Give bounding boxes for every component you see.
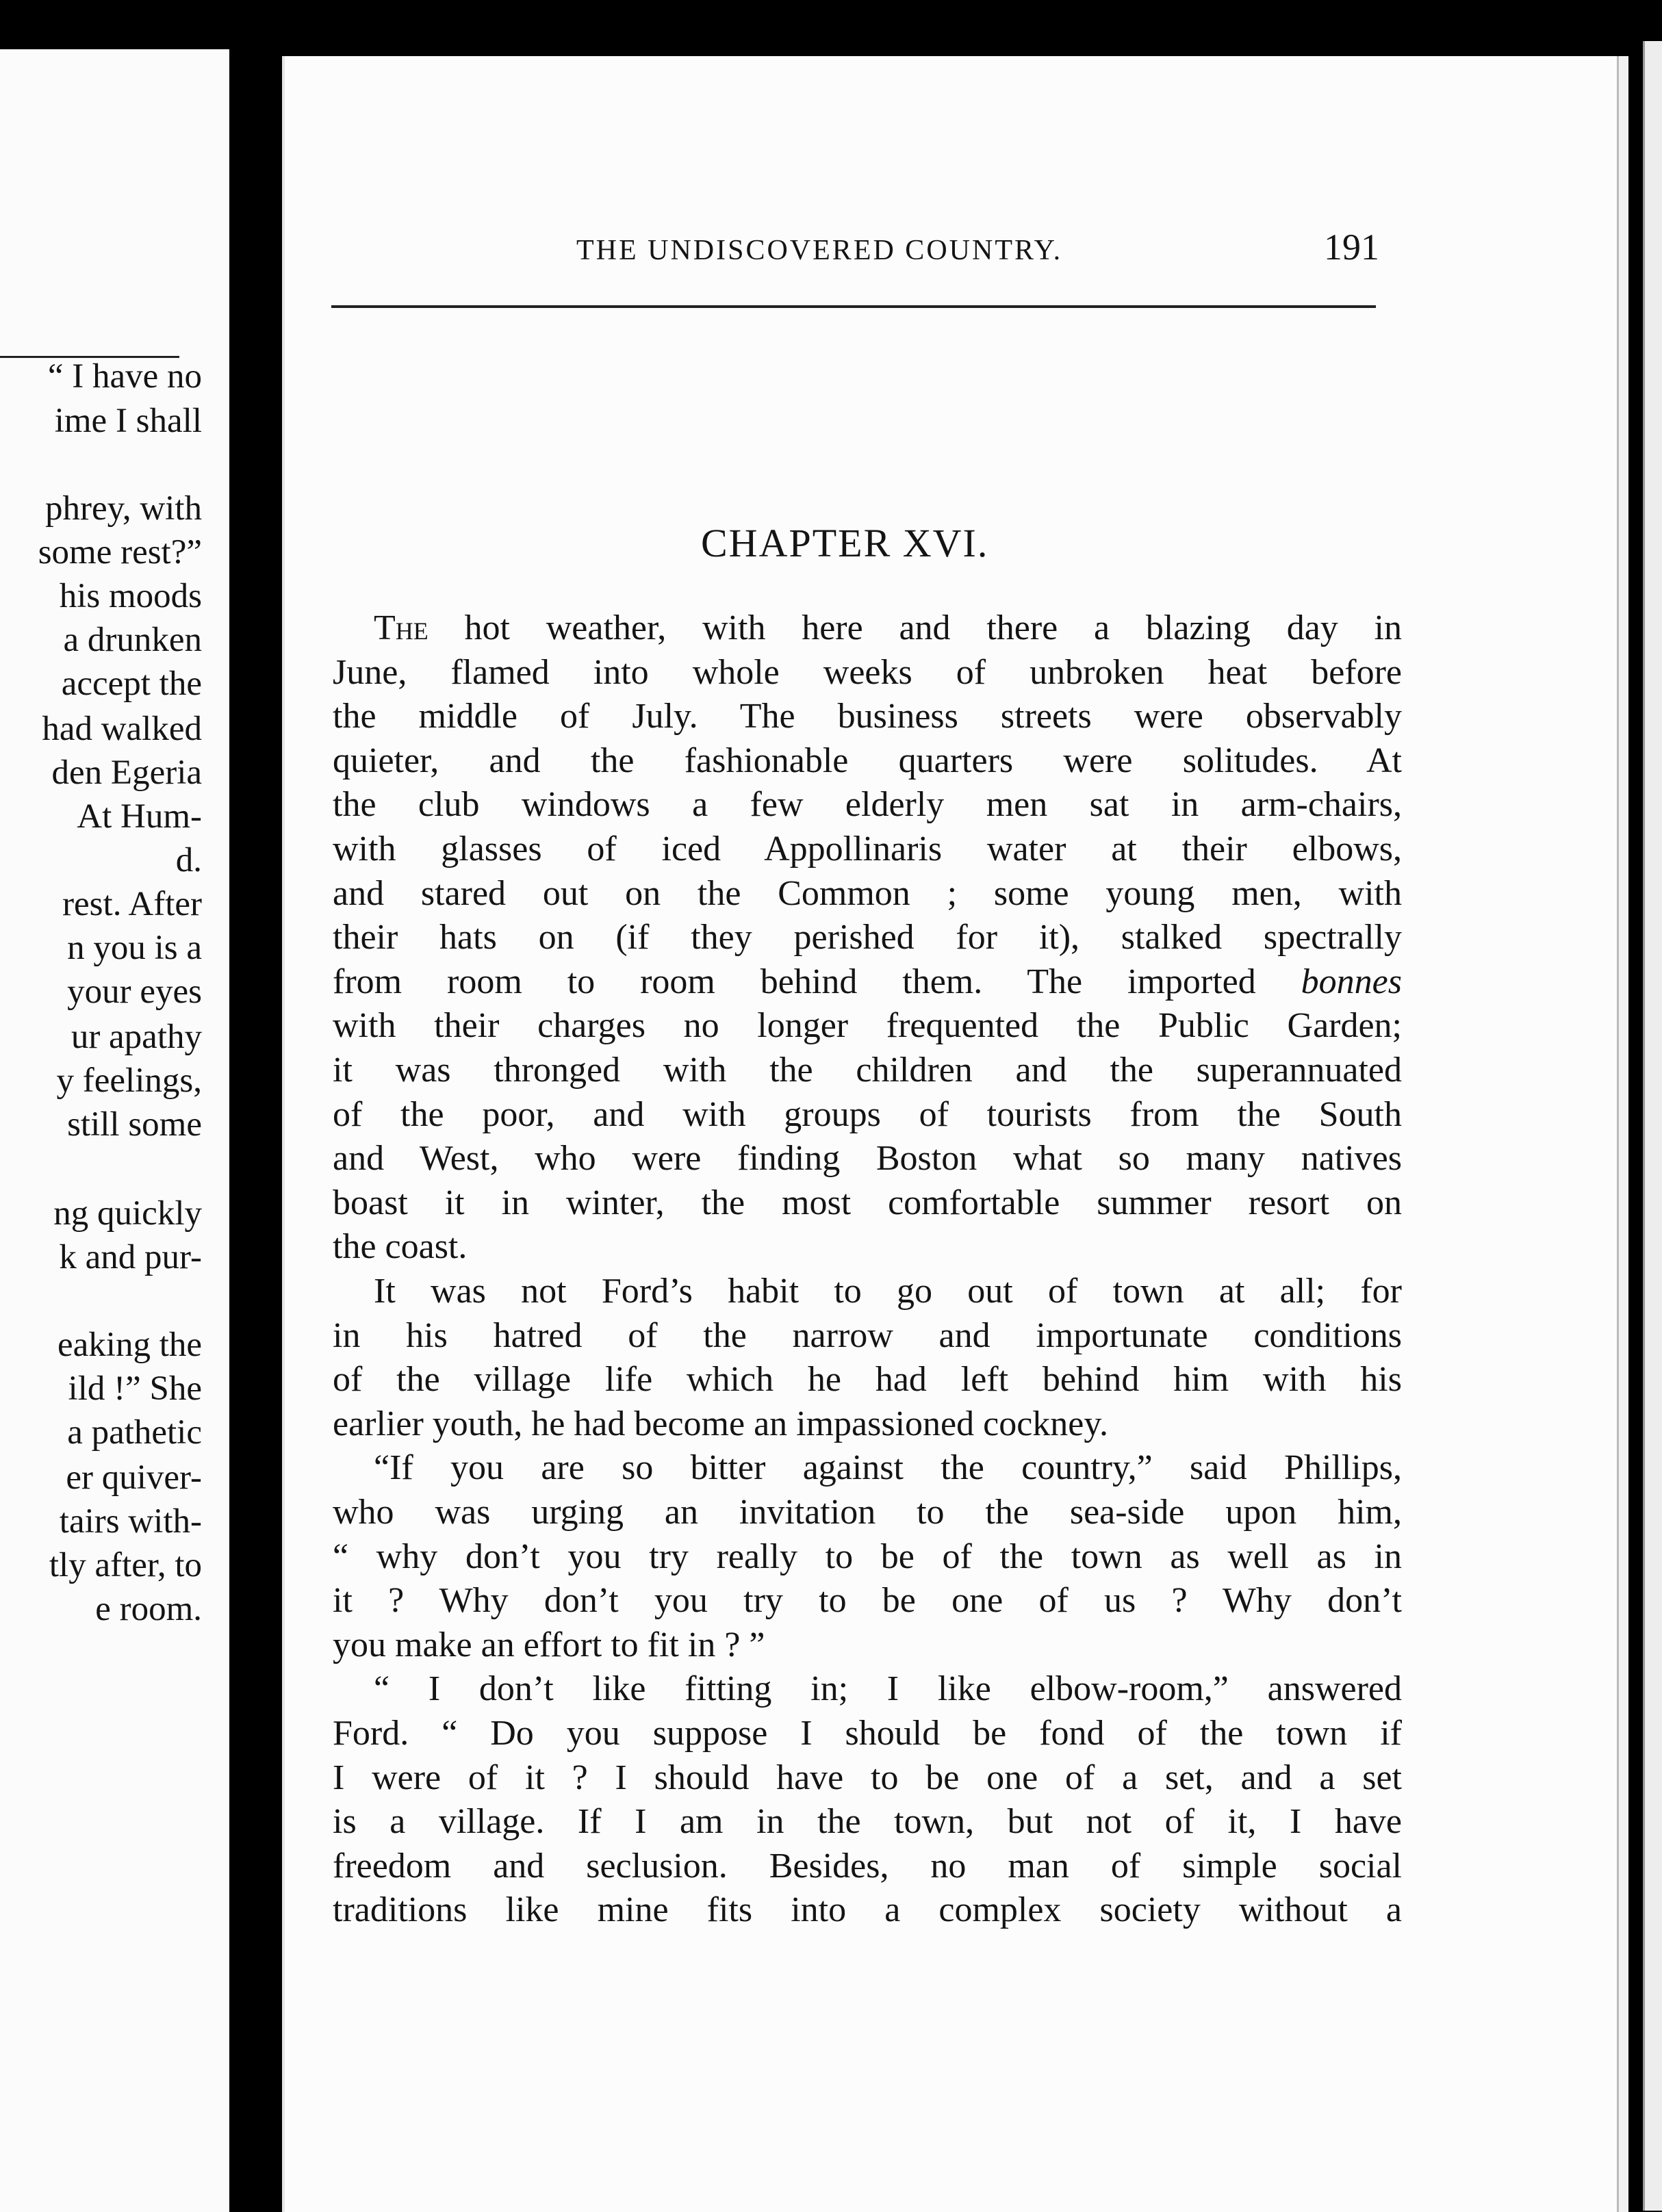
left-page-line: ng quickly (53, 1194, 202, 1233)
body-line: with glasses of iced Appollinaris water at their elbows, (333, 830, 1402, 869)
body-line: traditions like mine fits into a complex society without a (333, 1890, 1402, 1929)
body-line: of the village life which he had left behind him with his (333, 1360, 1402, 1399)
body-line: the coast. (333, 1227, 468, 1266)
left-page-line: d. (175, 841, 202, 879)
body-line: and West, who were finding Boston what so many natives (333, 1139, 1402, 1178)
body-line: I were of it ? I should have to be one of a set, and a set (333, 1758, 1402, 1797)
body-line-text: hot weather, with here and there a blazing day in (428, 608, 1402, 647)
body-line: the middle of July. The business streets were observably (333, 697, 1402, 736)
body-line: who was urging an invitation to the sea-side upon him, (333, 1493, 1402, 1532)
body-line: “ I don’t like fitting in; I like elbow-room,” answered (374, 1669, 1402, 1708)
left-page-fragment (0, 49, 229, 2212)
body-line: It was not Ford’s habit to go out of town at all; for (374, 1272, 1402, 1311)
body-line: it ? Why don’t you try to be one of us ? Why don’t (333, 1581, 1402, 1620)
page-edge (1617, 56, 1628, 2212)
left-page-line: phrey, with (45, 489, 202, 528)
body-line: their hats on (if they perished for it), stalked spectrally (333, 918, 1402, 957)
left-page-line: ur apathy (71, 1018, 202, 1056)
left-page-line: rest. After (62, 885, 202, 923)
left-page-line: At Hum- (77, 797, 202, 836)
body-line: from room to room behind them. The imported bonnes (333, 962, 1402, 1001)
left-page-line: his moods (59, 577, 202, 615)
body-line: “ why don’t you try really to be of the town as well as in (333, 1537, 1402, 1576)
left-page-line: tairs with- (59, 1502, 202, 1541)
body-line: you make an effort to fit in ? ” (333, 1625, 765, 1664)
body-line: of the poor, and with groups of tourists from the South (333, 1095, 1402, 1134)
body-line: “If you are so bitter against the country,” said Phillips, (374, 1448, 1402, 1487)
left-page-line: er quiver- (66, 1458, 202, 1497)
body-line: freedom and seclusion. Besides, no man of simple social (333, 1847, 1402, 1886)
left-page-line: accept the (61, 665, 202, 703)
left-page-line: still some (67, 1105, 202, 1144)
body-line: Ford. “ Do you suppose I should be fond of the town if (333, 1714, 1402, 1753)
body-line: in his hatred of the narrow and importunate conditions (333, 1316, 1402, 1355)
left-page-line: ime I shall (54, 402, 202, 440)
left-page-line: e room. (95, 1590, 202, 1628)
left-page-line: your eyes (67, 973, 202, 1011)
body-line: boast it in winter, the most comfortable summer resort on (333, 1183, 1402, 1222)
left-page-line: some rest?” (38, 533, 202, 571)
body-line: and stared out on the Common ; some young men, with (333, 874, 1402, 913)
left-page-line: a pathetic (67, 1413, 202, 1452)
italic-word: bonnes (1301, 962, 1402, 1001)
left-page-line: tly after, to (49, 1546, 202, 1584)
running-head: THE UNDISCOVERED COUNTRY. (576, 235, 1063, 266)
left-page-line: n you is a (67, 929, 202, 967)
left-page-line: k and pur- (59, 1238, 202, 1276)
body-line: is a village. If I am in the town, but not of it, I have (333, 1802, 1402, 1841)
left-page-line: den Egeria (51, 754, 202, 792)
header-rule (331, 305, 1376, 308)
left-page-line: y feelings, (56, 1062, 202, 1100)
page-edge-back (1643, 41, 1662, 2211)
body-line: it was thronged with the children and the superannuated (333, 1051, 1402, 1090)
body-line: with their charges no longer frequented the Public Garden; (333, 1006, 1402, 1045)
right-page (282, 56, 1628, 2212)
left-page-line: had walked (42, 710, 202, 748)
left-page-line: eaking the (57, 1326, 202, 1364)
chapter-first-word: The (374, 608, 429, 647)
page-number: 191 (1324, 227, 1379, 268)
body-line: earlier youth, he had become an impassioned cockney. (333, 1404, 1108, 1443)
body-line: the club windows a few elderly men sat in arm-chairs, (333, 785, 1402, 824)
body-line: quieter, and the fashionable quarters were solitudes. At (333, 741, 1402, 780)
left-page-line: a drunken (63, 621, 202, 659)
left-page-line: ild !” She (68, 1369, 202, 1408)
body-line: June, flamed into whole weeks of unbroken heat before (333, 653, 1402, 692)
chapter-title: CHAPTER XVI. (701, 521, 989, 565)
body-line (374, 610, 1402, 646)
left-page-line: “ I have no (47, 357, 202, 396)
